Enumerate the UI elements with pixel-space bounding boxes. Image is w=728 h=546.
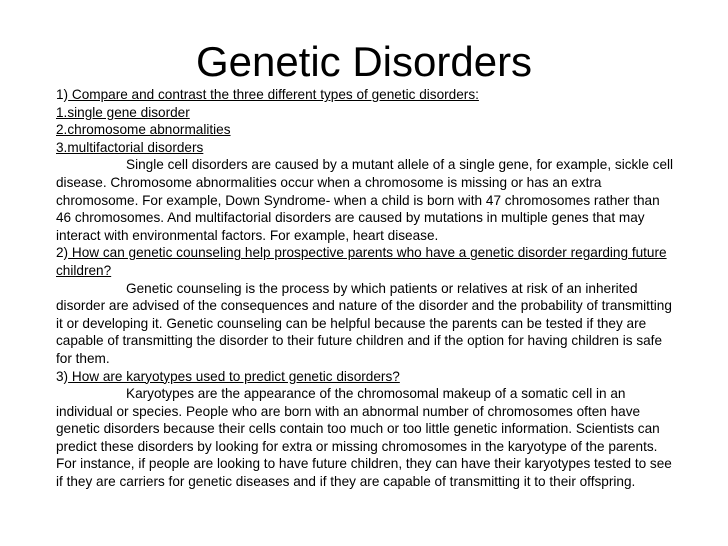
question-1-text: Compare and contrast the three different types of genetic disorders: — [68, 87, 479, 102]
answer-2 — [56, 280, 678, 368]
question-1 — [56, 86, 678, 104]
question-2 — [56, 244, 678, 279]
list-item-chromosome: 2.chromosome abnormalities — [56, 122, 231, 138]
question-3-text: How are karyotypes used to predict genetic disorders? — [68, 368, 400, 384]
answer-1 — [56, 156, 678, 244]
question-3-number: 3) — [56, 368, 69, 384]
answer-1-text: Single cell disorders are caused by a mutant allele of a single gene, for example, sickle cell disease. Chromosome abnormalities occur when a chromosome is missing or has an extra chromosome. For example, Down Syndrome- when a child is born with 47 chromosomes rather than 46 chromosomes. And multifactorial disorders are caused by mutations in multiple genes that may interact with environmental factors. For example, heart disease. — [56, 157, 674, 243]
question-2-number: 2) — [56, 245, 69, 261]
list-item-multifactorial: 3.multifactorial disorders — [56, 139, 204, 155]
answer-2-text: Genetic counseling is the process by which patients or relatives at risk of an inherited disorder are advised of the consequences and nature of the disorder and the probability of transmitting it or developing it. Genetic counseling can be helpful because the parents can be tested if they are capable of transmitting the disorder to their future children and if the option for having children is safe for them. — [56, 280, 672, 366]
question-2-text: How can genetic counseling help prospective parents who have a genetic disorder regarding future children? — [56, 245, 667, 278]
slide-title: Genetic Disorders — [195, 38, 533, 85]
answer-3 — [56, 385, 678, 491]
question-1-number: 1) — [56, 87, 69, 102]
slide-content — [56, 86, 678, 491]
answer-3-text: Karyotypes are the appearance of the chromosomal makeup of a somatic cell in an individual or species. People who are born with an abnormal number of chromosomes often have genetic disorders because their cells contain too much or too little genetic information. Scientists can predict these disorders by looking for extra or missing chromosomes in the karyotype of the parents. For instance, if people are looking to have future children, they can have their karyotypes tested to see if they are carriers for genetic diseases and if they are capable of transmitting it to their offspring. — [56, 386, 672, 490]
question-3 — [56, 368, 678, 386]
list-item-single-gene: 1.single gene disorder — [56, 104, 190, 120]
